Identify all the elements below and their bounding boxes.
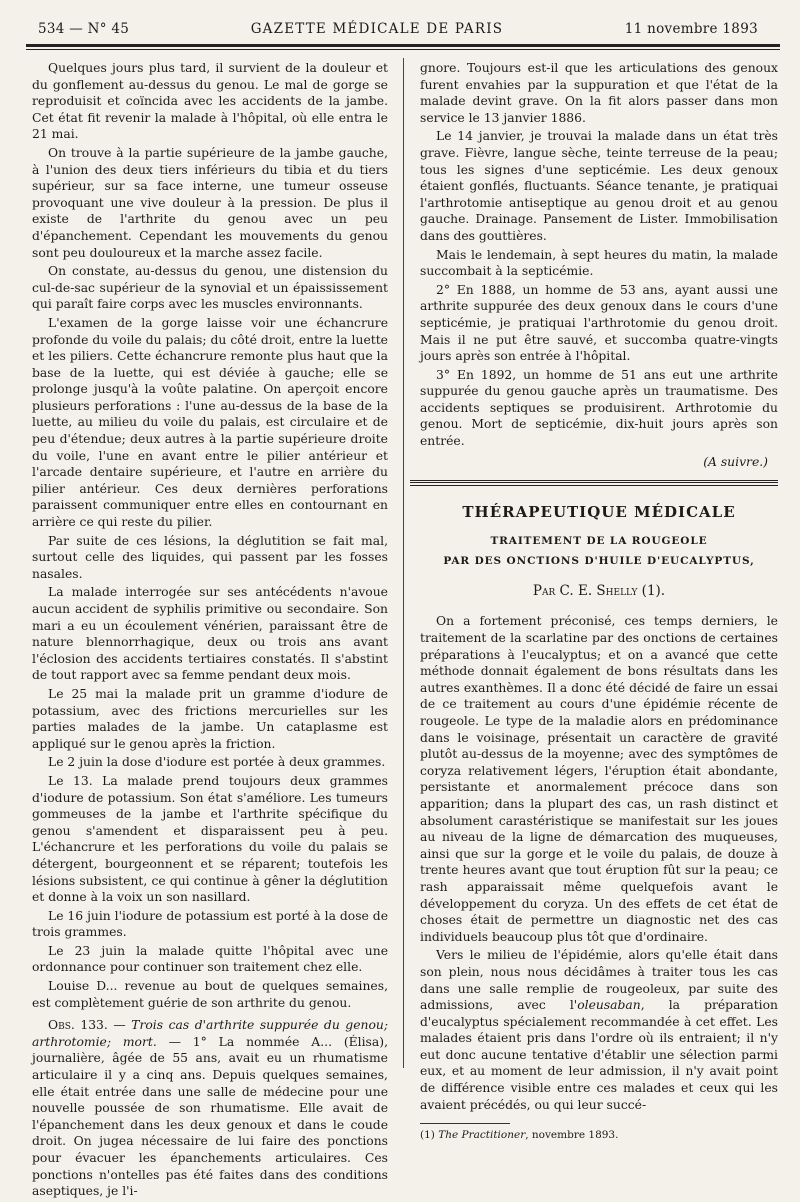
text-run: Vers le milieu de l'épidémie, alors qu'elle était dans son plein, nous nous décidâmes à traiter tous les cas dans une salle remplie de rougeoleux, par suite des admissions, avec l' (420, 948, 778, 1013)
paragraph: Le 13. La malade prend toujours deux grammes d'iodure de potassium. Son état s'améliore. Les tumeurs gommeuses de la jambe et l'arthrite spécifique du genou s'amendent et disparaissent peu à peu. L'échancrure et les perforations du voile du palais se détergent, bourgeonnent et se réparent; toutefois les lésions subsistent, ce qui continue à gêner la déglutition et donne à la voix un son nasillard. (32, 773, 388, 905)
column-divider (403, 58, 404, 1068)
right-column (420, 60, 778, 1142)
left-column (32, 60, 388, 1202)
observation-text: — 1° La nommée A... (Élisa), journalière, âgée de 55 ans, avait eu un rhumatisme articulaire il y a cinq ans. Depuis quelques semaines, elle était entrée dans une salle de médecine pour une nouvelle poussée de son rhumatisme. Elle avait de l'épanchement dans les deux genoux et dans le coude droit. On jugea nécessaire de lui faire des ponctions pour évacuer les épanchements articulaires. Ces ponctions n'ontelles pas été faites dans des conditions aseptiques, je l'i- (32, 1034, 388, 1199)
paragraph: On constate, au-dessus du genou, une distension du cul-de-sac supérieur de la synovial et un épaississement qui paraît faire corps avec les muscles environnants. (32, 264, 388, 312)
paragraph: Louise D... revenue au bout de quelques semaines, est complètement guérie de son arthrite du genou. (32, 979, 388, 1010)
footnote-source: The Practitioner (438, 1129, 526, 1142)
footnote (420, 1128, 778, 1142)
paragraph: On a fortement préconisé, ces temps derniers, le traitement de la scarlatine par des onctions de certaines préparations à l'eucalyptus; et on a avancé que cette méthode donnait également de bons résultats dans les autres exanthèmes. Il a donc été décidé de faire un essai de ce traitement au cours d'une épidémie récente de rougeole. Le type de la maladie alors en prédominance dans le voisinage, présentait un caractère de gravité plutôt au-dessus de la moyenne; avec des symptômes de coryza relativement légers, l'éruption était abondante, persistante et anormalement précoce dans son apparition; dans la plupart des cas, un rash distinct et absolument carastéristique se manifestait sur les joues au niveau de la ligne de démarcation des muqueuses, ainsi que sur la gorge et le voile du palais, de douze à trente heures avant que tout éruption fût sur la peau; ce rash apparaissait même quelquefois avant le développement du coryza. Un des effets de cet état de choses était de permettre un diagnostic net des cas individuels beaucoup plus tôt que d'ordinaire. (420, 614, 778, 944)
paragraph: Le 25 mai la malade prit un gramme d'iodure de potassium, avec des frictions mercurielles sur les parties malades de la jambe. Un cataplasme est appliqué sur le genou après la friction. (32, 686, 388, 751)
observation-label: Obs. 133. — (48, 1018, 126, 1033)
article-author: Par C. E. Shelly (1). (532, 582, 666, 599)
section-rule (410, 480, 778, 486)
paragraph (420, 947, 778, 1113)
text-run: , la préparation d'eucalyptus spécialement recommandée à cet effet. Les malades étaient pris dans l'ordre où ils entraient; il n'y eut donc aucune tentative d'établir une sélection parmi eux, et au moment de leur admission, il n'y avait point de différence visible entre ces malades et ceux qui les avaient précédés, ou qui leur succé- (420, 998, 778, 1112)
paragraph: 2° En 1888, un homme de 53 ans, ayant aussi une arthrite suppurée des deux genoux dans le cours d'une septicémie, je pratiquai l'arthrotomie du genou droit. Mais il ne put être sauvé, et succomba quatre-vingts jours après son entrée à l'hôpital. (420, 282, 778, 364)
footnote-rule (420, 1123, 510, 1124)
to-be-continued: (A suivre.) (703, 454, 768, 469)
journal-title: GAZETTE MÉDICALE DE PARIS (250, 21, 504, 37)
paragraph: Mais le lendemain, à sept heures du matin, la malade succombait à la septicémie. (420, 247, 778, 279)
page-header (38, 16, 758, 42)
paragraph: gnore. Toujours est-il que les articulations des genoux furent envahies par la suppuration et que l'état de la malade devint grave. On la fit alors passer dans mon service le 13 janvier 1886. (420, 61, 778, 125)
paragraph: On trouve à la partie supérieure de la jambe gauche, à l'union des deux tiers inférieurs du tibia et du tiers supérieur, sur sa face interne, une tumeur osseuse provoquant une vive douleur à la pression. De plus il existe de l'arthrite du genou avec un peu d'épanchement. Cependant les mouvements du genou sont peu douloureux et la marche assez facile. (32, 145, 388, 260)
section-title: THÉRAPEUTIQUE MÉDICALE (462, 503, 736, 522)
paragraph: Par suite de ces lésions, la déglutition se fait mal, surtout celle des liquides, qui passent par les fosses nasales. (32, 533, 388, 581)
article-subtitle-1: TRAITEMENT DE LA ROUGEOLE (490, 534, 708, 547)
paragraph: La malade interrogée sur ses antécédents n'avoue aucun accident de syphilis primitive ou secondaire. Son mari a eu un écoulement vénérien, paraissant être de nature blennorrhagique, deux ou trois ans avant l'éclosion des accidents tertiaires constatés. Il s'abstint de tout rapport avec sa femme pendant deux mois. (32, 585, 388, 683)
product-name: oleusaban (577, 998, 641, 1013)
paragraph: L'examen de la gorge laisse voir une échancrure profonde du voile du palais; du côté droit, entre la luette et les piliers. Cette échancrure remonte plus haut que la base de la luette, qui est déviée à gauche; elle se prolonge jusqu'à la voûte palatine. On aperçoit encore plusieurs perforations : l'une au-dessus de la base de la luette, au milieu du voile du palais, est circulaire et de peu d'étendue; deux autres à la partie supérieure droite du voile, l'une en avant entre le pilier antérieur et l'arcade dentaire supérieure, et l'autre en arrière du pilier antérieur. Ces deux dernières perforations paraissent communiquer entre elles en contournant en arrière ce qui reste du pilier. (32, 315, 388, 530)
observation-title: Trois cas d'arthrite suppurée du genou; arthrotomie; mort. (32, 1018, 388, 1049)
observation-paragraph (32, 1017, 388, 1200)
paragraph: Quelques jours plus tard, il survient de la douleur et du gonflement au-dessus du genou. Le mal de gorge se reproduisit et coïncida avec les accidents de la jambe. Cet état fit revenir la malade à l'hôpital, où elle entra le 21 mai. (32, 61, 388, 142)
article-subtitle-2: PAR DES ONCTIONS D'HUILE D'EUCALYPTUS, (443, 554, 755, 567)
issue-date: 11 novembre 1893 (624, 21, 758, 37)
paragraph: Le 2 juin la dose d'iodure est portée à deux grammes. (48, 755, 386, 770)
footnote-number: (1) (420, 1129, 435, 1142)
page-number: 534 — N° 45 (38, 21, 130, 37)
header-rule-thin (26, 49, 780, 50)
paragraph: 3° En 1892, un homme de 51 ans eut une arthrite suppurée du genou gauche après un traumatisme. Des accidents septiques se produisirent. Arthrotomie du genou. Mort de septicémie, dix-huit jours après son entrée. (420, 367, 778, 449)
header-rule-thick (26, 44, 780, 47)
paragraph: Le 14 janvier, je trouvai la malade dans un état très grave. Fièvre, langue sèche, teinte terreuse de la peau; tous les signes d'une septicémie. Les deux genoux étaient gonflés, fluctuants. Séance tenante, je pratiquai l'arthrotomie antiseptique au genou droit et au genou gauche. Drainage. Pansement de Lister. Immobilisation dans des gouttières. (420, 129, 778, 243)
footnote-rest: , novembre 1893. (525, 1129, 619, 1142)
paragraph: Le 16 juin l'iodure de potassium est porté à la dose de trois grammes. (32, 908, 388, 940)
paragraph: Le 23 juin la malade quitte l'hôpital avec une ordonnance pour continuer son traitement chez elle. (32, 943, 388, 975)
